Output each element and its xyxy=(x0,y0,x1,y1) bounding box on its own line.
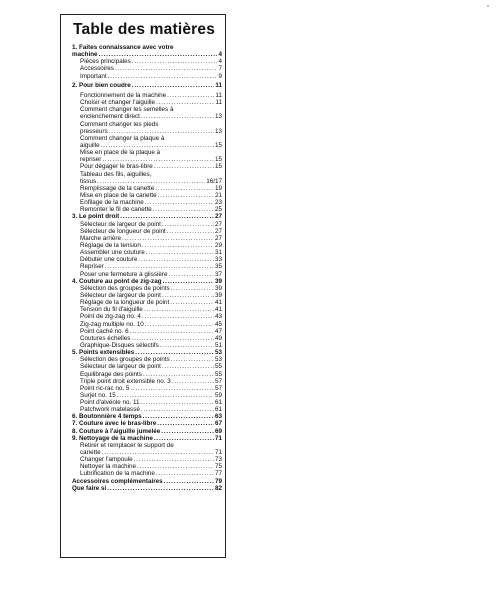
toc-entry-page: 75 xyxy=(214,463,222,471)
toc-entry-text: canette xyxy=(80,449,101,457)
toc-entry xyxy=(72,463,222,470)
toc-entry xyxy=(72,478,222,485)
toc-entry xyxy=(72,456,222,463)
toc-entry xyxy=(72,363,222,370)
dot-leader xyxy=(164,478,214,485)
toc-entry xyxy=(72,199,222,206)
dot-leader xyxy=(102,449,214,456)
dot-leader xyxy=(163,278,214,285)
toc-entry-page: 55 xyxy=(214,363,222,371)
toc-entry-text: Sélection des groupes de points xyxy=(80,284,170,292)
toc-entry-page: 61 xyxy=(214,406,222,414)
toc-entry-page: 13 xyxy=(214,113,222,121)
toc-entry-page: 82 xyxy=(214,484,222,492)
toc-entry-text: 5. Points extensibles xyxy=(72,349,135,357)
toc-entry-page: 29 xyxy=(214,241,222,249)
dot-leader xyxy=(160,342,214,349)
toc-entry-page: 41 xyxy=(214,299,222,307)
toc-entry-text: 3. Le point droit xyxy=(72,213,120,221)
dot-leader xyxy=(102,156,214,163)
toc-entry-text: Remplissage de la canette xyxy=(80,184,155,192)
toc-entry-text: Sélection des groupes de points xyxy=(80,356,170,364)
toc-entry xyxy=(72,470,222,477)
toc-entry-page: 55 xyxy=(214,370,222,378)
toc-entry xyxy=(72,485,222,492)
scan-speck xyxy=(487,5,489,7)
toc-entry-text: aiguille xyxy=(80,142,100,149)
toc-entry-text: Sélecteur de largeur de point xyxy=(80,291,161,299)
toc-entry xyxy=(72,121,222,128)
toc-entry-page: 57 xyxy=(214,384,222,392)
toc-entry-page: 27 xyxy=(214,227,222,235)
toc-entry-text: Réglage de la tension xyxy=(80,241,141,249)
dot-leader xyxy=(155,185,214,192)
dot-leader xyxy=(156,99,214,106)
toc-entry xyxy=(72,82,222,89)
toc-entry xyxy=(72,135,222,142)
dot-leader xyxy=(154,163,214,170)
toc-entry-page: 45 xyxy=(214,320,222,328)
toc-entry-text: Mise en place de la plaque à xyxy=(80,149,161,157)
toc-entry-page: 4 xyxy=(218,58,222,66)
toc-entry-text: Assembler une couture xyxy=(80,249,145,257)
toc-entry-text: Graphique-Disques sélectifs xyxy=(80,341,159,349)
dot-leader xyxy=(138,256,214,263)
dot-leader xyxy=(122,235,214,242)
toc-entry-page: 57 xyxy=(214,377,222,385)
dot-leader xyxy=(137,463,214,470)
dot-leader xyxy=(143,413,214,420)
toc-entry-text: Mise en place de la canette xyxy=(80,191,157,199)
toc-entry-page: 15 xyxy=(214,142,222,149)
toc-entry xyxy=(72,171,222,178)
toc-entry xyxy=(72,221,222,228)
toc-entry-page: 35 xyxy=(214,263,222,271)
toc-entry xyxy=(72,406,222,413)
toc-entry xyxy=(72,178,222,185)
toc-entry xyxy=(72,113,222,120)
toc-entry-text: repriser xyxy=(80,156,102,164)
toc-entry-text: Accessoires complémentaires xyxy=(72,477,163,485)
toc-entry xyxy=(72,428,222,435)
dot-leader xyxy=(142,313,214,320)
toc-entry xyxy=(72,156,222,163)
toc-entry-page: 27 xyxy=(214,213,222,221)
toc-entry-text: Enfilage de la machine xyxy=(80,199,144,207)
dot-leader xyxy=(141,399,214,406)
toc-entry-text: Point caché no. 6 xyxy=(80,327,129,335)
toc-entry-text: Sélecteur de longueur de point xyxy=(80,227,166,235)
toc-entry-page: 71 xyxy=(214,434,222,442)
dot-leader xyxy=(146,249,214,256)
toc-entry-page: 15 xyxy=(214,156,222,164)
toc-entry-text: Choisir et changer l'aiguille xyxy=(80,99,156,107)
dot-leader xyxy=(101,142,214,149)
toc-entry xyxy=(72,213,222,220)
dot-leader xyxy=(131,335,214,342)
toc-entry xyxy=(72,392,222,399)
dot-leader xyxy=(132,82,215,89)
toc-entry-page: 71 xyxy=(214,449,222,457)
toc-entry xyxy=(72,51,222,58)
toc-entry-text: 4. Couture au point de zig-zag xyxy=(72,277,162,285)
toc-entry-page: 43 xyxy=(214,313,222,321)
toc-entry-text: Zig-zag multiple no. 10 xyxy=(80,320,144,328)
toc-entry xyxy=(72,206,222,213)
toc-entry-text: 9. Nettoyage de la machine xyxy=(72,434,153,442)
toc-entry-page: 47 xyxy=(214,327,222,335)
toc-entry-page: 27 xyxy=(214,220,222,228)
dot-leader xyxy=(132,58,218,65)
toc-entry xyxy=(72,321,222,328)
toc-entry xyxy=(72,335,222,342)
dot-leader xyxy=(162,363,214,370)
toc-entry xyxy=(72,385,222,392)
dot-leader xyxy=(161,428,214,435)
toc-entry xyxy=(72,228,222,235)
toc-entry-text: Sélecteur de largeur de point xyxy=(80,220,161,228)
dot-leader xyxy=(117,392,214,399)
toc-entry-page: 31 xyxy=(214,249,222,257)
dot-leader xyxy=(142,242,214,249)
toc-entry-text: Poser une fermeture à glissière xyxy=(80,270,168,278)
dot-leader xyxy=(108,73,218,80)
toc-entry xyxy=(72,44,222,51)
toc-entry-text: Que faire si xyxy=(72,484,107,492)
toc-entry-text: Point ric-rac no. 5 xyxy=(80,384,130,392)
toc-entry xyxy=(72,256,222,263)
toc-entry-page: 19 xyxy=(214,184,222,192)
toc-entry xyxy=(72,92,222,99)
toc-entry-page: 79 xyxy=(214,477,222,485)
toc-entry xyxy=(72,378,222,385)
toc-entry-page: 25 xyxy=(214,206,222,214)
dot-leader xyxy=(158,192,214,199)
toc-entry-text: Tension du fil d'aiguille xyxy=(80,306,143,314)
dot-leader xyxy=(171,356,214,363)
dot-leader xyxy=(107,485,214,492)
toc-entry xyxy=(72,449,222,456)
toc-entry-text: Retirer et remplacer le support de xyxy=(80,441,174,449)
dot-leader xyxy=(157,420,214,427)
dot-leader xyxy=(167,92,214,99)
toc-entry-page: 21 xyxy=(214,191,222,199)
toc-entry xyxy=(72,435,222,442)
toc-entry-page: 9 xyxy=(218,72,222,80)
toc-entry-text: 7. Couture avec le bras-libre xyxy=(72,420,157,428)
toc-entry xyxy=(72,73,222,80)
toc-entry-page: 67 xyxy=(214,420,222,428)
dot-leader xyxy=(144,306,214,313)
toc-entry-page: 37 xyxy=(214,270,222,278)
toc-entry-page: 63 xyxy=(214,413,222,421)
toc-entry xyxy=(72,271,222,278)
toc-entry-page: 39 xyxy=(214,284,222,292)
toc-entry xyxy=(72,292,222,299)
dot-leader xyxy=(141,113,214,120)
toc-entry xyxy=(72,356,222,363)
toc-entry xyxy=(72,192,222,199)
toc-title: Table des matières xyxy=(73,21,216,38)
toc-entry xyxy=(72,185,222,192)
dot-leader xyxy=(169,271,214,278)
toc-entry-text: Débuter une couture xyxy=(80,256,138,264)
dot-leader xyxy=(156,470,214,477)
toc-entry-page: 33 xyxy=(214,256,222,264)
toc-entry-text: Tableau des fils, aiguilles, xyxy=(80,170,152,178)
dot-leader xyxy=(130,385,214,392)
toc-entry-text: tissus xyxy=(80,177,97,185)
dot-leader xyxy=(162,292,214,299)
dot-leader xyxy=(162,221,214,228)
toc-entry xyxy=(72,106,222,113)
toc-entry-page: 27 xyxy=(214,234,222,242)
dot-leader xyxy=(134,456,214,463)
toc-entry xyxy=(72,442,222,449)
toc-entry-page: 39 xyxy=(214,291,222,299)
toc-list xyxy=(72,44,222,492)
dot-leader xyxy=(145,199,214,206)
toc-entry xyxy=(72,263,222,270)
toc-entry-page: 11 xyxy=(215,92,222,100)
dot-leader xyxy=(170,299,214,306)
dot-leader xyxy=(145,321,214,328)
toc-entry xyxy=(72,99,222,106)
toc-entry xyxy=(72,328,222,335)
toc-entry-text: Changer l'ampoule xyxy=(80,456,133,464)
toc-entry-page: 51 xyxy=(214,341,222,349)
toc-entry xyxy=(72,285,222,292)
toc-entry xyxy=(72,278,222,285)
toc-entry-page: 53 xyxy=(214,356,222,364)
toc-entry-text: 2. Pour bien coudre xyxy=(72,82,131,90)
toc-entry-page: 11 xyxy=(215,82,222,90)
dot-leader xyxy=(171,285,214,292)
dot-leader xyxy=(154,435,214,442)
dot-leader xyxy=(130,328,214,335)
toc-entry xyxy=(72,299,222,306)
toc-entry-text: 8. Couture à l'aiguille jumelée xyxy=(72,427,161,435)
toc-entry-page: 41 xyxy=(214,306,222,314)
toc-entry xyxy=(72,142,222,149)
toc-entry-text: Pièces principales xyxy=(80,58,131,66)
toc-entry-text: Comment changer les pieds xyxy=(80,120,159,128)
toc-entry xyxy=(72,149,222,156)
toc-entry-text: Sélecteur de largeur de point xyxy=(80,363,161,371)
toc-entry-text: Important xyxy=(80,72,107,80)
toc-entry xyxy=(72,128,222,135)
toc-entry xyxy=(72,349,222,356)
toc-entry-text: machine xyxy=(72,51,98,59)
toc-entry-text: Point d'alvéole no. 11 xyxy=(80,399,140,407)
toc-entry-text: Point de zig-zag no. 4 xyxy=(80,313,141,321)
toc-entry-text: Surjet no. 15 xyxy=(80,391,116,399)
toc-entry xyxy=(72,249,222,256)
toc-entry-text: Comment changer la plaque à xyxy=(80,134,165,142)
toc-entry xyxy=(72,242,222,249)
toc-entry xyxy=(72,235,222,242)
toc-entry-text: Nettoyer la machine xyxy=(80,463,136,471)
toc-entry-text: 6. Boutonnière 4 temps xyxy=(72,413,142,421)
toc-entry-text: Repriser xyxy=(80,263,104,271)
toc-entry-text: Equilibrage des points xyxy=(80,370,142,378)
toc-entry-text: Comment changer les semelles à xyxy=(80,106,174,114)
toc-entry-text: Remonter le fil de canette xyxy=(80,206,152,214)
toc-entry xyxy=(72,399,222,406)
toc-entry-text: Accessoires xyxy=(80,65,114,73)
toc-entry-text: enclenchement direct xyxy=(80,113,140,121)
toc-entry-text: Coutures échelles xyxy=(80,334,131,342)
toc-entry xyxy=(72,306,222,313)
dot-leader xyxy=(141,406,214,413)
dot-leader xyxy=(97,178,205,185)
toc-entry-page: 7 xyxy=(218,65,222,73)
toc-entry xyxy=(72,163,222,170)
toc-entry xyxy=(72,342,222,349)
toc-entry-text: 1. Faites connaissance avec votre xyxy=(72,43,174,51)
toc-box xyxy=(60,14,226,558)
dot-leader xyxy=(99,51,218,58)
dot-leader xyxy=(120,213,214,220)
toc-entry-page: 15 xyxy=(214,163,222,171)
toc-entry-text: Marche arrière xyxy=(80,234,121,242)
toc-entry-text: Triple point droit extensible no. 3 xyxy=(80,377,171,385)
toc-entry-page: 73 xyxy=(214,456,222,464)
toc-entry-text: Réglage de la longueur de point xyxy=(80,299,170,307)
toc-entry-page: 39 xyxy=(214,277,222,285)
toc-entry-text: presseurs xyxy=(80,127,108,135)
dot-leader xyxy=(143,371,214,378)
toc-entry xyxy=(72,421,222,428)
toc-entry-page: 49 xyxy=(214,334,222,342)
dot-leader xyxy=(109,128,214,135)
dot-leader xyxy=(105,263,214,270)
toc-entry-text: Patchwork matelassé xyxy=(80,406,140,414)
toc-entry-page: 11 xyxy=(215,99,222,107)
toc-entry xyxy=(72,65,222,72)
dot-leader xyxy=(115,65,218,72)
toc-entry-page: 61 xyxy=(214,399,222,407)
toc-entry-page: 23 xyxy=(214,199,222,207)
toc-entry-page: 77 xyxy=(214,470,222,478)
toc-entry-text: Pour dégager le bras-libre xyxy=(80,163,153,171)
toc-entry-page: 4 xyxy=(218,51,222,59)
dot-leader xyxy=(167,228,214,235)
dot-leader xyxy=(135,349,214,356)
toc-entry xyxy=(72,58,222,65)
toc-entry xyxy=(72,413,222,420)
toc-entry-text: Fonctionnement de la machine xyxy=(80,92,167,100)
toc-entry-page: 59 xyxy=(214,391,222,399)
toc-entry-page: 69 xyxy=(214,427,222,435)
toc-entry-text: Lubrification de la machine xyxy=(80,470,155,478)
toc-entry xyxy=(72,371,222,378)
dot-leader xyxy=(153,206,214,213)
toc-entry-page: 53 xyxy=(214,349,222,357)
dot-leader xyxy=(172,378,214,385)
toc-entry-page: 16/17 xyxy=(206,177,222,185)
toc-entry xyxy=(72,313,222,320)
toc-entry-page: 13 xyxy=(214,127,222,135)
